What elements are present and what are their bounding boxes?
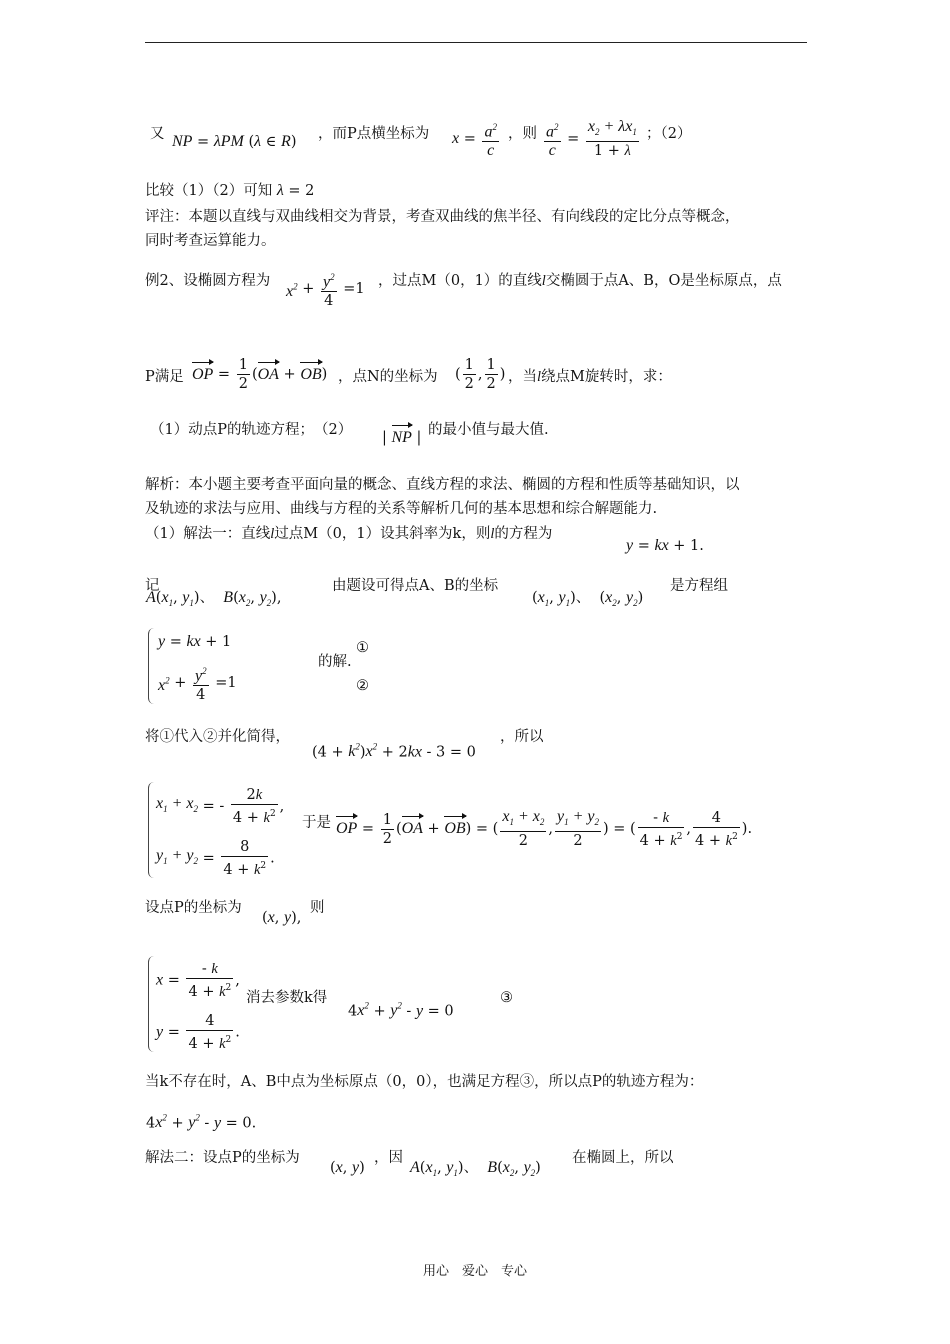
text-when: ，当 <box>508 369 537 385</box>
formula-x-a2c: x = $\frac{a^2}{c}$ <box>452 118 501 160</box>
line-5-b: ，过点M（0，1）的直线l交椭圆于点A、B，O是坐标原点，点 <box>378 273 782 289</box>
sys3-eq2: y = $\frac{4}{4 + k^2}$ . <box>156 1013 240 1052</box>
text-ji: 记 <box>145 578 160 594</box>
line-6 <box>145 367 184 387</box>
line-13-b <box>500 727 544 747</box>
line-10: （1）解法一：直线l过点M（0，1）设其斜率为k，则l的方程为 <box>145 526 553 542</box>
formula-locus-final: $4x^2 + y^2 - y = 0$. <box>146 1113 257 1132</box>
text-min-max: 的最小值与最大值. <box>428 422 549 438</box>
sys3-eq1: x = $\frac{- k}{4 + k^2}$ , <box>156 961 240 1000</box>
text-substitute: 将①代入②并化简得， <box>145 729 290 745</box>
text-p-satisfies: P满足 <box>145 369 184 385</box>
line-2: 比较（1）（2）可知 λ = 2 <box>145 182 315 199</box>
text-sep-2: 、 <box>575 590 591 606</box>
line-13 <box>145 727 290 747</box>
text-ze-2: 则 <box>310 900 325 916</box>
formula-line: y = kx + 1. <box>626 537 704 554</box>
text-so: ，所以 <box>500 729 544 745</box>
formula-xy: (x, y), <box>262 909 302 926</box>
text-through-m: ，过点M（0，1）的直线 <box>378 273 542 289</box>
sys1-eq1: y = kx + 1 <box>158 633 232 650</box>
footer: 用心 爱心 专心 <box>422 1264 527 1279</box>
line-8 <box>145 475 740 495</box>
line-12 <box>318 652 352 672</box>
text-sep-1: 、 <box>199 590 215 606</box>
text-circle-2: ② <box>356 678 369 694</box>
text-you: 又 <box>150 126 165 142</box>
text-analysis-1: 解析：本小题主要考查平面向量的概念、直线方程的求法、椭圆的方程和性质等基础知识，以 <box>145 477 740 493</box>
line-6-c: ，当l绕点M旋转时，求： <box>508 369 672 385</box>
text-analysis-2: 及轨迹的求法与应用、曲线与方程的关系等解析几何的基本思想和综合解题能力. <box>145 501 658 517</box>
header-rule <box>145 42 807 43</box>
text-eliminate: 消去参数k得 <box>246 990 328 1006</box>
text-questions: （1）动点P的轨迹方程； （2） <box>150 422 353 438</box>
line-3 <box>145 207 740 227</box>
formula-ratio: $\frac{a^2}{c}$ = $\frac{x_2 + \lambda x_1}{1 + \lambda}$ <box>546 118 637 160</box>
text-method1: （1）解法一：直线 <box>145 526 271 542</box>
line-9 <box>145 499 657 519</box>
brace-2 <box>148 782 155 878</box>
text-comment-2: 同时考查运算能力。 <box>145 233 276 249</box>
brace-1 <box>148 628 155 704</box>
line-11-b <box>332 576 498 596</box>
line-14 <box>302 813 331 833</box>
circle-2 <box>356 676 369 696</box>
line-19 <box>145 1148 300 1168</box>
line-15-b <box>310 898 325 918</box>
line-15 <box>145 898 242 918</box>
formula-op-full: OP = $\frac{1}{2}$ (OA + OB) = ( $\frac{x_1 + x_2}{2}$ , $\frac{y_1 + y_2}{2}$ ) = ( $\frac{- k}{4 + k^2}$ , $\frac{4}{4 + k^2}$ ). <box>336 808 753 850</box>
line-7-b <box>428 420 549 440</box>
text-example2: 例2、设椭圆方程为 <box>145 273 271 289</box>
formula-p-xy: (x, y) <box>330 1159 365 1176</box>
sys1-eq2: $x^2$ + $\frac{y^2}{4}$ =1 <box>158 662 237 704</box>
formula-coords: ($x_1$, $y_1$)、 ($x_2$, $y_2$) <box>532 589 644 609</box>
formula-np-abs: | NP | <box>382 424 421 448</box>
line-5 <box>145 271 270 291</box>
text-compare: 比较（1）（2）可知 <box>145 183 273 199</box>
text-set-p: 设点P的坐标为 <box>145 900 242 916</box>
circle-3 <box>500 988 513 1008</box>
text-p-abscissa: ，而P点横坐标为 <box>318 126 430 142</box>
text-rotate: 绕点M旋转时，求： <box>541 369 672 385</box>
text-circle-1: ① <box>356 640 369 656</box>
text-k-not-exist: 当k不存在时，A、B中点为坐标原点（0，0），也满足方程③，所以点P的轨迹方程为： <box>145 1074 704 1090</box>
line-4 <box>145 231 276 251</box>
formula-quadratic: $(4 + k^2)x^2 + 2kx - 3 = 0$ <box>312 742 476 761</box>
text-slope: 过点M（0，1）设其斜率为k，则 <box>274 526 491 542</box>
line-19-b <box>374 1148 403 1168</box>
line-17 <box>145 1072 703 1092</box>
text-method2: 解法二：设点P的坐标为 <box>145 1150 300 1166</box>
line-19-c <box>572 1148 674 1168</box>
text-eq2: ；（2） <box>646 126 692 142</box>
line-1 <box>150 124 165 144</box>
text-because: ，因 <box>374 1150 403 1166</box>
text-system: 是方程组 <box>670 578 728 594</box>
text-solution: 的解. <box>318 654 352 670</box>
formula-np: NP = λPM (λ ∈ R) <box>172 133 297 150</box>
formula-ab: $A(x_1$, $y_1$)、 $B(x_2$, $y_2$), <box>146 589 282 609</box>
text-sep-3: 、 <box>463 1160 479 1176</box>
text-coord-ab: 由题设可得点A、B的坐标 <box>332 578 499 594</box>
formula-n: ( $\frac{1}{2}$ , $\frac{1}{2}$ ) <box>455 357 506 392</box>
circle-1 <box>356 638 369 658</box>
formula-ab-2: $A(x_1$, $y_1$)、 $B(x_2$, $y_2$) <box>410 1159 541 1179</box>
text-n-coord: ，点N的坐标为 <box>338 369 438 385</box>
line-1-b <box>318 124 429 144</box>
line-11-c <box>670 576 728 596</box>
formula-ellipse: $x^2$ + $\frac{y^2}{4}$ =1 <box>286 268 365 310</box>
text-ze: ，则 <box>508 126 537 142</box>
line-7 <box>150 420 352 440</box>
text-on-ellipse: 在椭圆上，所以 <box>572 1150 674 1166</box>
line-1-d <box>646 124 691 144</box>
line-1-c <box>508 124 537 144</box>
line-16 <box>246 988 327 1008</box>
text-circle-3: ③ <box>500 990 513 1006</box>
formula-op: OP = $\frac{1}{2}$ (OA + OB) <box>192 357 328 392</box>
text-equation-is: 的方程为 <box>494 526 553 542</box>
line-6-b <box>338 367 438 387</box>
text-then: 于是 <box>302 815 331 831</box>
formula-locus: $4x^2 + y^2 - y = 0$ <box>348 1001 454 1020</box>
text-intersect: 交椭圆于点A、B，O是坐标原点，点 <box>545 273 782 289</box>
text-comment-1: 评注：本题以直线与双曲线相交为背景，考查双曲线的焦半径、有向线段的定比分点等概念， <box>145 209 740 225</box>
sys2-eq1: $x_1 + x_2$ = - $\frac{2k}{4 + k^2}$ , <box>156 787 285 826</box>
sys2-eq2: $y_1 + y_2$ = $\frac{8}{4 + k^2}$ . <box>156 839 275 878</box>
brace-3 <box>148 956 155 1052</box>
